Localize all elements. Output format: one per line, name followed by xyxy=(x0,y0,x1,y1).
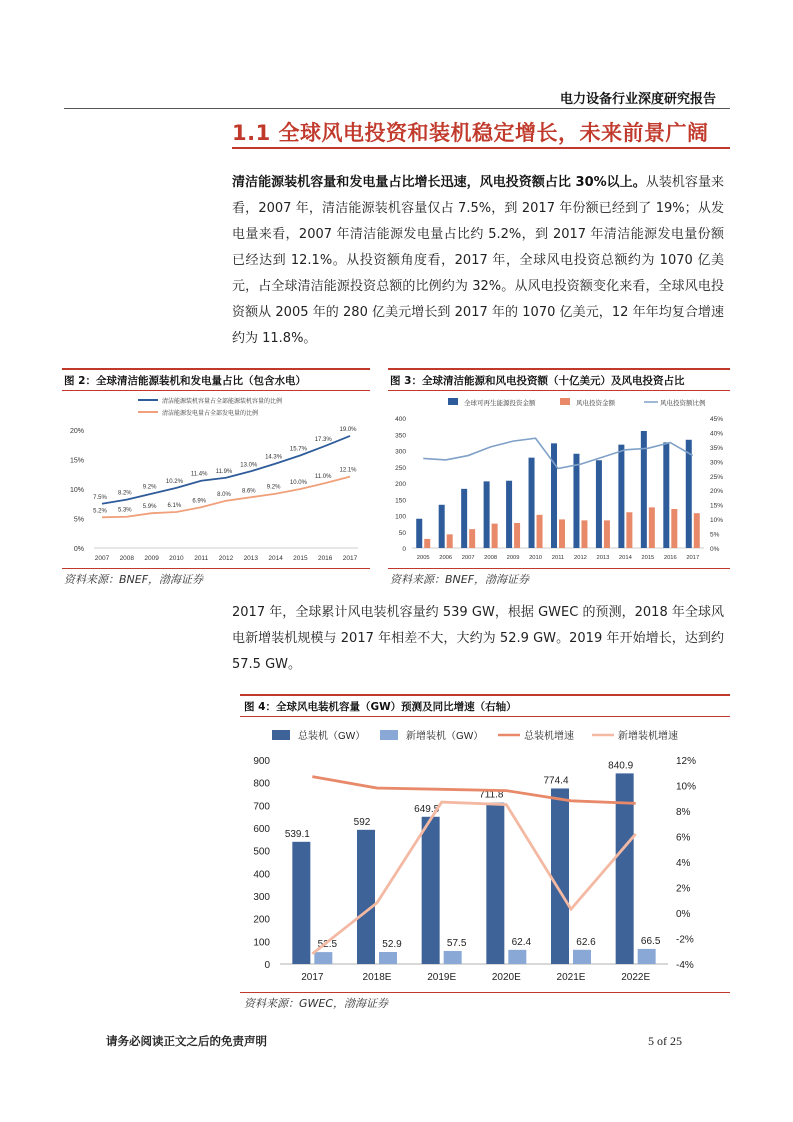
fig2-caption: 图 2：全球清洁能源装机和发电量占比（包含水电） xyxy=(64,375,306,387)
fig3-bar-wind xyxy=(537,515,543,548)
fig3-y2tick-label: 15% xyxy=(710,502,724,510)
section-title: 1.1 全球风电投资和装机稳定增长，未来前景广阔 xyxy=(232,121,709,145)
fig3-bar-wind xyxy=(604,520,610,548)
fig3-source: 资料来源：BNEF，渤海证券 xyxy=(390,573,530,586)
fig3-y2tick-label: 5% xyxy=(710,531,720,539)
fig4-bar-new xyxy=(314,952,332,964)
fig4-bar-total-label: 649.5 xyxy=(414,803,440,815)
fig3-y2tick-label: 10% xyxy=(710,517,724,525)
fig4-xtick-label: 2022E xyxy=(621,972,651,983)
fig2-ytick-label: 0% xyxy=(73,546,84,553)
fig4-legend-label-2: 总装机增速 xyxy=(524,731,574,742)
fig4-bar-new-label: 62.4 xyxy=(511,936,532,948)
fig2-data-label: 11.9% xyxy=(215,468,233,475)
fig3-xtick-label: 2011 xyxy=(551,555,565,561)
fig3-xtick-label: 2014 xyxy=(618,555,632,561)
fig3-bar-renewable xyxy=(416,519,422,548)
fig2-xtick-label: 2009 xyxy=(144,555,159,562)
fig3-bar-wind xyxy=(559,519,565,548)
fig4-bar-new xyxy=(508,950,526,964)
fig4-bar-total-label: 539.1 xyxy=(284,828,310,840)
fig3-bar-renewable xyxy=(686,440,692,548)
fig3-bar-wind xyxy=(514,523,520,548)
fig4-bar-new-label: 66.5 xyxy=(640,935,661,947)
fig4-bar-new-label: 52.9 xyxy=(382,939,402,951)
fig3-caption-rule xyxy=(388,390,730,391)
fig4-ytick-label: 600 xyxy=(253,824,270,835)
fig4-legend-swatch-0 xyxy=(272,730,290,740)
fig4-ytick-label: 700 xyxy=(253,801,270,813)
fig3-xtick-label: 2016 xyxy=(663,555,677,561)
fig4-y2tick-label: 0% xyxy=(676,909,691,920)
fig2-xtick-label: 2012 xyxy=(218,555,234,562)
fig3-bar-wind xyxy=(447,534,453,548)
fig3-y2tick-label: 35% xyxy=(710,444,724,452)
fig4-bar-total xyxy=(551,788,569,964)
fig4-xtick-label: 2019E xyxy=(427,972,457,983)
paragraph-intro xyxy=(232,170,724,352)
fig3-bar-renewable xyxy=(506,481,512,548)
fig3-legend-swatch-1 xyxy=(560,398,570,405)
fig3-xtick-label: 2009 xyxy=(506,555,520,561)
fig3-bar-wind xyxy=(649,507,655,548)
fig4-bar-new xyxy=(379,952,397,964)
fig2-data-label: 11.0% xyxy=(314,474,332,481)
fig4-ytick-label: 0 xyxy=(264,960,270,971)
fig4-source: 资料来源：GWEC，渤海证券 xyxy=(244,997,389,1010)
fig2-data-label: 17.3% xyxy=(314,436,332,443)
fig4-ytick-label: 300 xyxy=(253,892,270,903)
fig3-bar-renewable xyxy=(529,458,535,548)
fig3-y2tick-label: 25% xyxy=(710,473,724,481)
fig4-y2tick-label: 8% xyxy=(676,807,691,818)
fig2-data-label: 5.9% xyxy=(142,504,157,511)
fig4-bar-total-label: 711.8 xyxy=(479,789,504,801)
fig3-xtick-label: 2007 xyxy=(461,555,475,561)
paragraph-intro-lead: 清洁能源装机容量和发电量占比增长迅速，风电投资额占比 30%以上。 xyxy=(232,175,646,190)
fig4-y2tick-label: 10% xyxy=(676,781,697,793)
fig2-chart xyxy=(62,392,370,568)
fig4-bar-total xyxy=(292,842,310,964)
fig3-caption: 图 3：全球清洁能源和风电投资额（十亿美元）及风电投资占比 xyxy=(390,375,685,387)
fig3-bar-renewable xyxy=(461,489,467,548)
fig3-bar-wind xyxy=(492,524,498,548)
fig4-xtick-label: 2021E xyxy=(556,972,586,983)
fig3-bar-renewable xyxy=(573,454,579,548)
fig3-xtick-label: 2006 xyxy=(439,555,453,561)
fig3-bar-wind xyxy=(581,520,587,548)
fig4-bar-new-label: 62.6 xyxy=(576,936,596,948)
fig3-legend-swatch-0 xyxy=(448,398,458,405)
fig2-data-label: 15.7% xyxy=(289,446,307,453)
fig4-bar-total-label: 774.4 xyxy=(543,775,569,787)
report-header-title: 电力设备行业深度研究报告 xyxy=(560,92,717,107)
fig3-y2tick-label: 30% xyxy=(710,459,724,467)
fig2-data-label: 14.3% xyxy=(265,454,283,461)
fig2-xtick-label: 2017 xyxy=(342,555,358,562)
fig4-bar-new xyxy=(444,951,462,964)
fig4-caption: 图 4：全球风电装机容量（GW）预测及同比增速（右轴） xyxy=(244,701,517,713)
fig2-data-label: 5.2% xyxy=(93,508,107,515)
fig2-ytick-label: 5% xyxy=(73,516,84,524)
fig2-data-label: 8.2% xyxy=(117,490,132,497)
footer-page-number: 5 of 25 xyxy=(648,1034,682,1048)
fig3-legend-label-0: 全球可再生能源投资金额 xyxy=(464,400,536,407)
fig4-bar-total xyxy=(486,803,504,964)
fig2-xtick-label: 2008 xyxy=(119,555,135,562)
fig3-legend-label-2: 风电投资额比例 xyxy=(660,400,706,407)
fig3-bar-renewable xyxy=(596,460,602,548)
fig4-y2tick-label: -4% xyxy=(676,960,694,971)
header-divider xyxy=(64,108,730,109)
fig2-data-label: 11.4% xyxy=(190,471,208,478)
fig2-data-label: 8.0% xyxy=(217,491,231,498)
fig4-bar-total xyxy=(357,830,375,964)
fig2-data-label: 9.2% xyxy=(142,484,157,491)
fig2-data-label: 8.6% xyxy=(241,488,256,495)
fig4-bottom-rule xyxy=(240,992,730,993)
fig4-bar-new xyxy=(573,950,591,964)
fig4-xtick-label: 2017 xyxy=(301,972,324,983)
fig3-xtick-label: 2015 xyxy=(641,555,655,561)
fig4-bar-total-label: 592 xyxy=(353,816,371,828)
fig4-bar-new xyxy=(638,949,656,964)
fig2-data-label: 6.9% xyxy=(192,498,207,505)
fig3-ytick-label: 100 xyxy=(395,513,406,521)
fig4-ytick-label: 400 xyxy=(253,869,270,881)
fig4-bar-new-label: 57.5 xyxy=(446,937,467,949)
fig3-bar-wind xyxy=(694,513,700,548)
fig2-xtick-label: 2016 xyxy=(317,555,333,562)
fig4-y2tick-label: 4% xyxy=(676,858,691,869)
fig2-xtick-label: 2013 xyxy=(243,555,259,562)
fig3-ytick-label: 350 xyxy=(395,432,406,440)
fig2-xtick-label: 2010 xyxy=(169,555,184,562)
fig3-y2tick-label: 40% xyxy=(710,430,724,438)
fig3-line-wind-share xyxy=(423,438,693,468)
fig3-ytick-label: 200 xyxy=(395,481,406,488)
fig3-ytick-label: 300 xyxy=(395,448,406,456)
fig3-bar-renewable xyxy=(439,505,445,548)
fig4-caption-rule xyxy=(240,716,730,717)
fig2-legend-label-1: 清洁能源发电量占全部发电量的比例 xyxy=(162,411,259,417)
fig4-legend-swatch-1 xyxy=(380,730,398,740)
fig3-bottom-rule xyxy=(388,568,730,569)
fig2-data-label: 13.0% xyxy=(240,462,258,469)
fig4-ytick-label: 900 xyxy=(253,756,270,767)
fig2-data-label: 12.1% xyxy=(339,467,357,474)
fig4-y2tick-label: -2% xyxy=(676,934,694,946)
fig3-bar-wind xyxy=(469,529,475,548)
fig2-bottom-rule xyxy=(62,568,370,569)
section-title-underline xyxy=(232,147,730,149)
fig3-ytick-label: 250 xyxy=(395,464,406,472)
fig4-legend-label-3: 新增装机增速 xyxy=(618,731,678,742)
fig3-xtick-label: 2008 xyxy=(484,555,498,561)
fig4-chart xyxy=(240,718,730,990)
fig3-y2tick-label: 20% xyxy=(710,488,724,496)
fig2-top-rule xyxy=(62,368,370,370)
fig4-legend-label-0: 总装机（GW） xyxy=(298,731,366,742)
fig3-ytick-label: 150 xyxy=(395,497,406,505)
fig3-xtick-label: 2013 xyxy=(596,555,610,561)
fig3-bar-renewable xyxy=(618,445,624,548)
fig4-y2tick-label: 12% xyxy=(676,756,697,767)
fig4-xtick-label: 2018E xyxy=(362,972,392,983)
fig2-ytick-label: 10% xyxy=(69,487,84,494)
fig3-xtick-label: 2017 xyxy=(686,555,700,561)
fig3-bar-wind xyxy=(424,539,430,548)
fig2-source: 资料来源：BNEF，渤海证券 xyxy=(64,573,204,586)
paragraph-intro-body: 从装机容量来看，2007 年，清洁能源装机容量仅占 7.5%，到 2017 年份额已经到了 19%；从发电量来看，2007 年清洁能源发电量占比约 5.2%，到 2017 年清洁能源发电量份额已经达到 12.1%。从投资额角度看，2017 年，全球风电投资总额约为 1070 亿美元，占全球清洁能源投资总额的比例约为 32%。从风电投资额变化来看，全球风电投资额从 2005 年的 280 亿美元增长到 2017 年的 1070 亿美元，12 年年均复合增速约为 11.8%。 xyxy=(232,175,724,346)
fig2-legend-label-0: 清洁能源装机容量占全部能源装机容量的比例 xyxy=(162,399,283,405)
fig3-ytick-label: 400 xyxy=(395,416,406,423)
fig3-bar-renewable xyxy=(663,442,669,548)
fig4-y2tick-label: 2% xyxy=(676,883,691,895)
fig2-data-label: 10.0% xyxy=(289,480,307,486)
fig3-y2tick-label: 0% xyxy=(710,546,720,553)
fig3-chart xyxy=(388,392,730,568)
fig4-top-rule xyxy=(240,694,730,696)
fig2-data-label: 7.5% xyxy=(93,494,107,501)
fig4-ytick-label: 800 xyxy=(253,778,270,790)
fig4-legend-label-1: 新增装机（GW） xyxy=(406,731,484,742)
fig3-xtick-label: 2010 xyxy=(529,555,542,561)
fig2-xtick-label: 2014 xyxy=(268,555,283,562)
fig4-bar-new-label: 52.5 xyxy=(317,939,338,951)
fig2-data-label: 9.2% xyxy=(266,484,281,491)
fig2-xtick-label: 2011 xyxy=(194,555,209,562)
fig2-data-label: 10.2% xyxy=(165,478,183,485)
fig2-data-label: 6.1% xyxy=(167,503,182,510)
fig4-bar-total xyxy=(422,817,440,964)
fig3-y2tick-label: 45% xyxy=(710,416,724,423)
fig4-ytick-label: 100 xyxy=(253,937,270,949)
fig3-top-rule xyxy=(388,368,730,370)
fig4-ytick-label: 500 xyxy=(253,846,270,858)
fig4-ytick-label: 200 xyxy=(253,914,270,926)
fig3-bar-wind xyxy=(626,512,632,548)
fig3-xtick-label: 2012 xyxy=(574,555,587,561)
fig3-bar-wind xyxy=(671,509,677,548)
fig3-bar-renewable xyxy=(484,481,490,548)
fig4-line-total-growth xyxy=(312,777,635,804)
paragraph-capacity: 2017 年，全球累计风电装机容量约 539 GW，根据 GWEC 的预测，2018 年全球风电新增装机规模与 2017 年相差不大，大约为 52.9 GW。2019 年开始增长，达到约 57.5 GW。 xyxy=(232,605,724,672)
fig2-ytick-label: 20% xyxy=(69,428,84,435)
fig3-ytick-label: 50 xyxy=(398,529,406,537)
fig3-xtick-label: 2005 xyxy=(416,555,430,561)
fig2-xtick-label: 2007 xyxy=(94,555,110,562)
fig4-y2tick-label: 6% xyxy=(676,832,691,844)
fig3-legend-label-1: 风电投资金额 xyxy=(576,400,615,407)
fig2-xtick-label: 2015 xyxy=(293,555,308,562)
footer-disclaimer: 请务必阅读正文之后的免责声明 xyxy=(106,1034,267,1048)
fig4-bar-total-label: 840.9 xyxy=(608,760,634,772)
fig4-xtick-label: 2020E xyxy=(491,972,521,983)
fig3-ytick-label: 0 xyxy=(402,546,406,553)
fig2-ytick-label: 15% xyxy=(69,457,84,465)
fig2-caption-rule xyxy=(62,390,370,391)
fig2-data-label: 19.0% xyxy=(339,426,357,433)
fig2-data-label: 5.3% xyxy=(117,507,132,514)
